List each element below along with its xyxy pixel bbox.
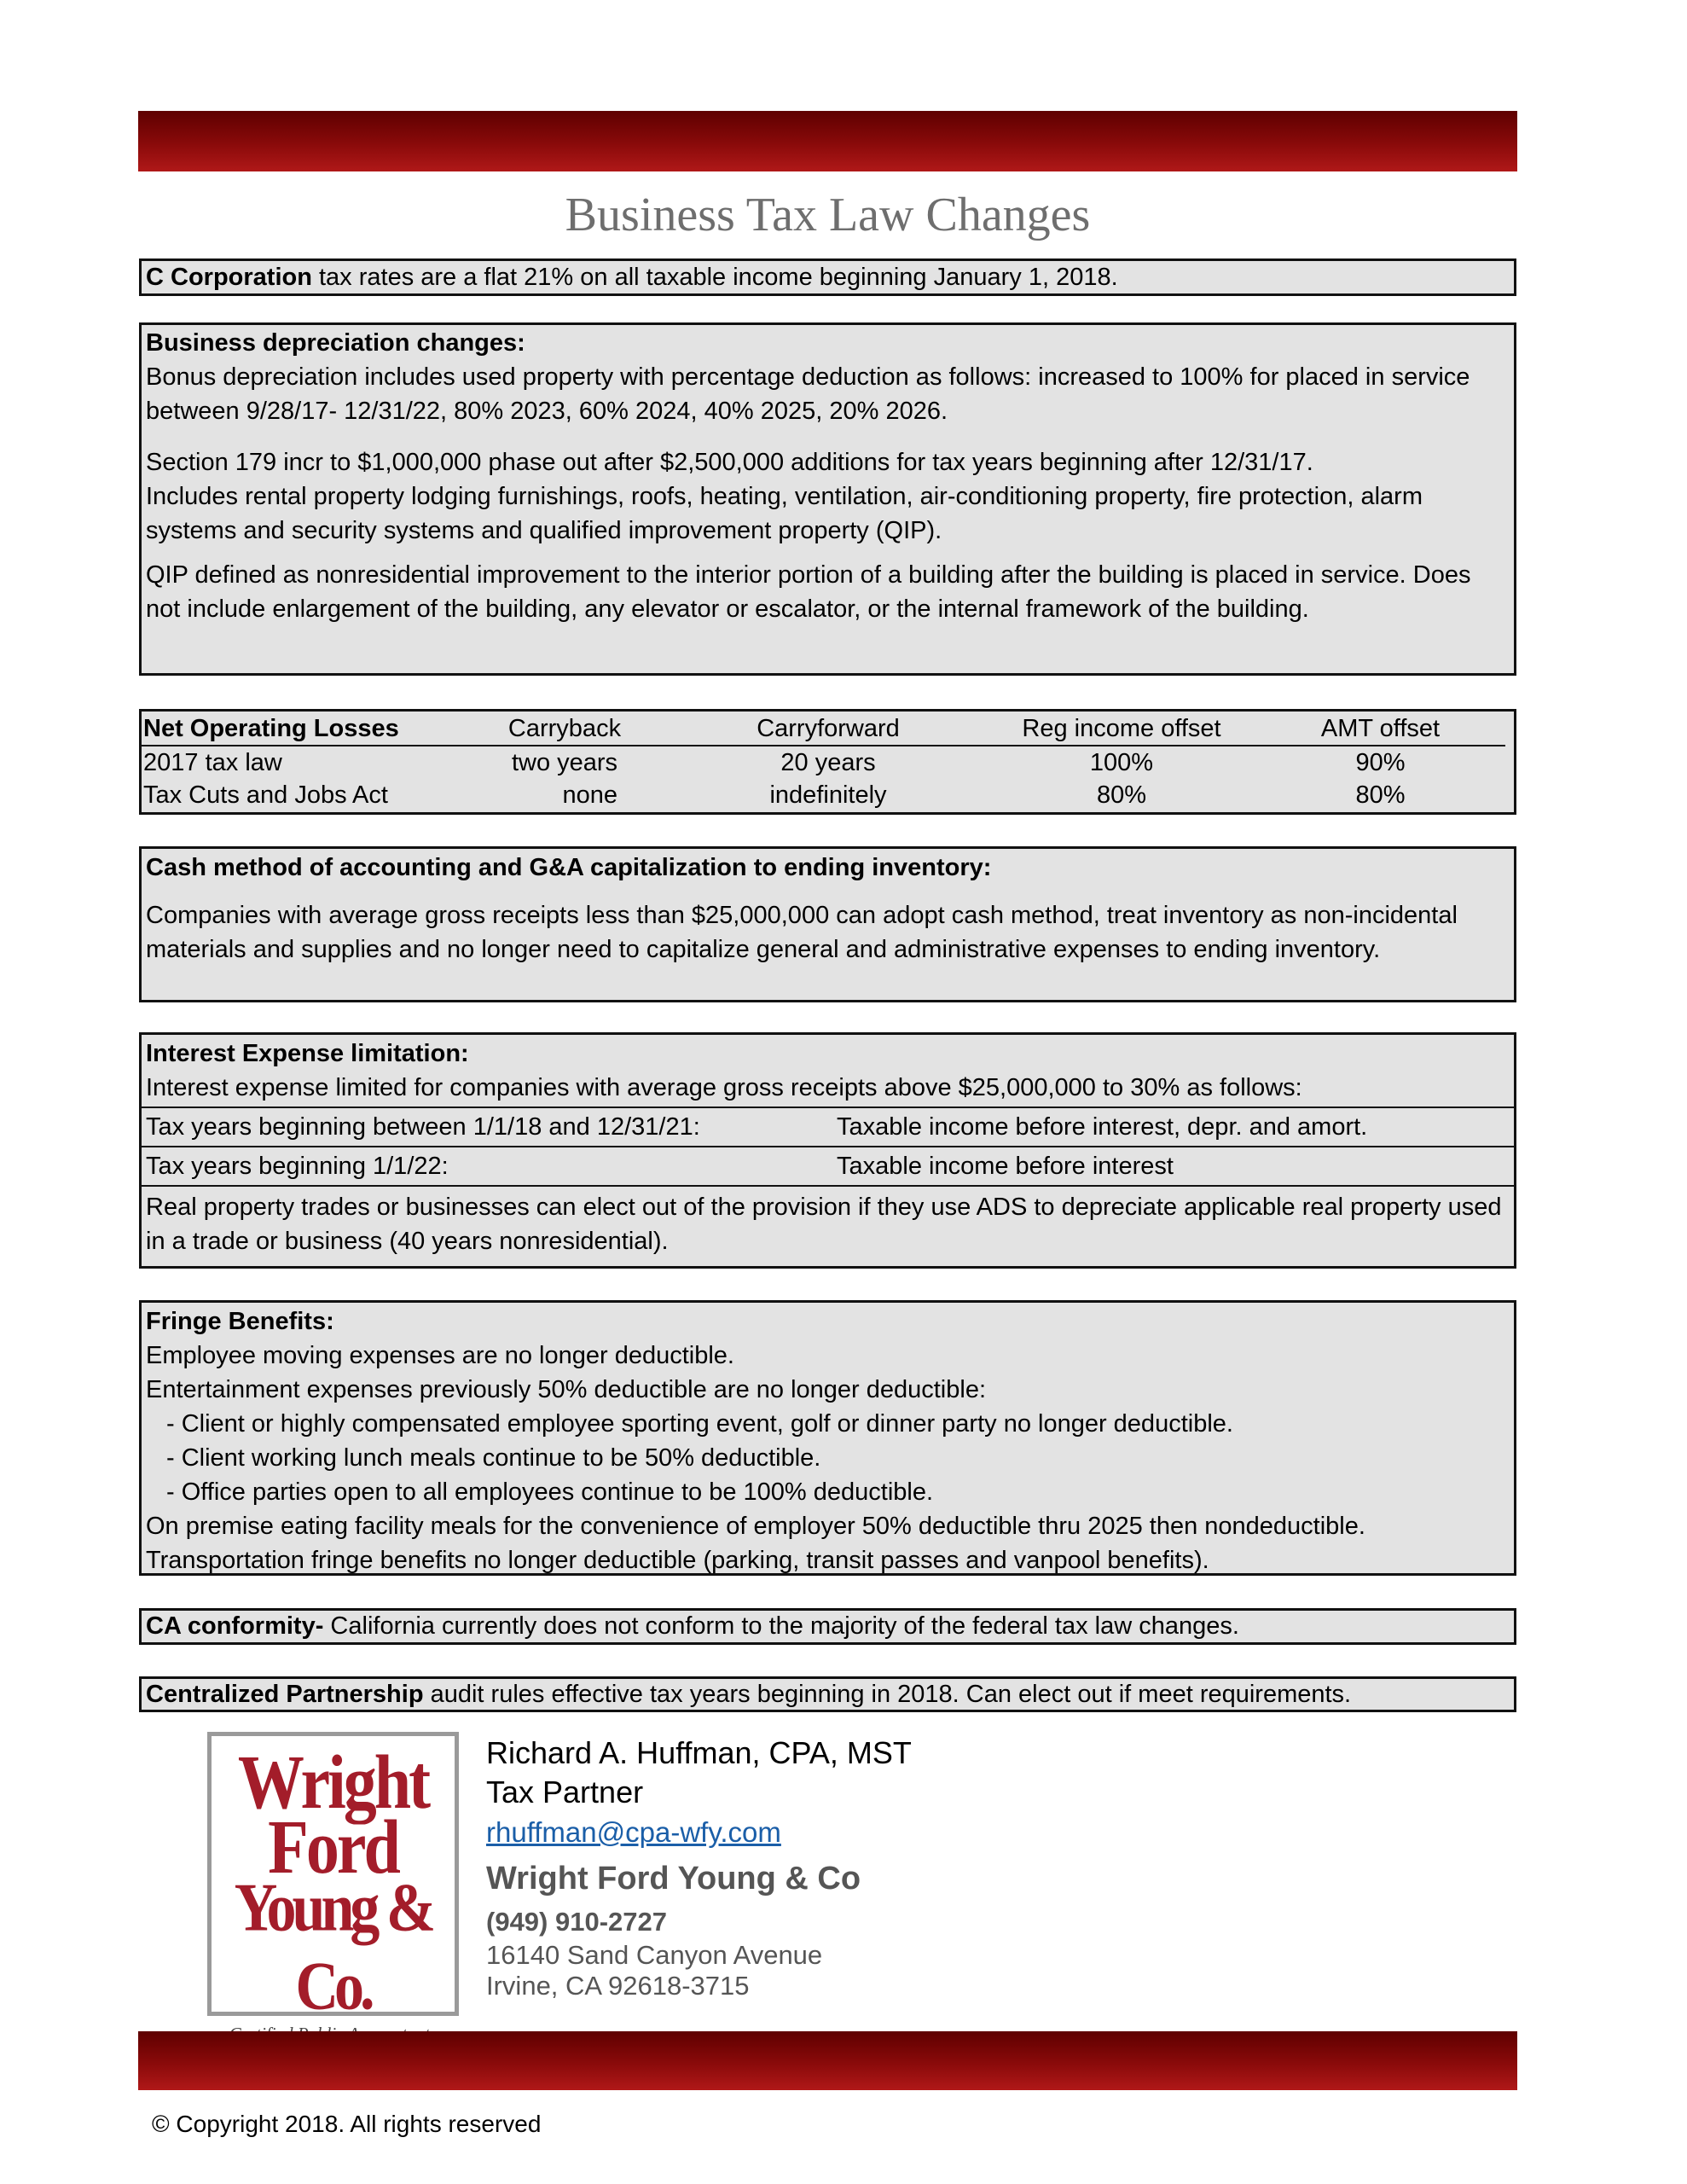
nol-row <box>142 779 1505 811</box>
nol-cell: 20 years <box>780 749 876 776</box>
partnership-box <box>139 1676 1516 1712</box>
depreciation-heading: Business depreciation changes: <box>146 329 525 357</box>
logo-line: Wright <box>237 1739 429 1825</box>
top-banner <box>138 111 1517 171</box>
interest-row-period: Tax years beginning 1/1/22: <box>146 1153 449 1180</box>
cash-method-box <box>139 846 1516 1002</box>
nol-header-row <box>142 712 1505 746</box>
copyright: © Copyright 2018. All rights reserved <box>152 2111 542 2137</box>
c-corporation-text: tax rates are a flat 21% on all taxable income beginning January 1, 2018. <box>311 264 1118 291</box>
ca-conformity-lead: CA conformity- <box>146 1612 324 1640</box>
c-corporation-lead: C Corporation <box>146 264 312 291</box>
fringe-line: Entertainment expenses previously 50% deductible are no longer deductible: <box>146 1376 987 1403</box>
fringe-line: - Office parties open to all employees continue to be 100% deductible. <box>166 1478 934 1506</box>
nol-cell: none <box>562 781 617 809</box>
nol-cell: 80% <box>1096 781 1147 809</box>
interest-row-basis: Taxable income before interest, depr. and amort. <box>837 1113 1368 1141</box>
contact-role: Tax Partner <box>486 1774 644 1809</box>
logo-line: Ford <box>268 1804 398 1890</box>
nol-cell: 80% <box>1355 781 1406 809</box>
logo-line: Young & Co. <box>234 1870 432 2024</box>
depreciation-bonus-text: Bonus depreciation includes used property with percentage deduction as follows: increased to 100% for placed in service between 9/28/17- 12/31/22, 80% 2023, 60% 2024, 40% 2025, 20% 2026. <box>146 363 1470 425</box>
depreciation-section179-text: Section 179 incr to $1,000,000 phase out after $2,500,000 additions for tax years beginning after 12/31/17. <box>146 449 1313 476</box>
fringe-line: On premise eating facility meals for the convenience of employer 50% deductible thru 2025 then nondeductible. <box>146 1513 1365 1540</box>
nol-header-cell: Carryback <box>461 712 669 746</box>
nol-header-cell: Reg income offset <box>988 712 1255 746</box>
contact-firm: Wright Ford Young & Co <box>486 1861 861 1896</box>
contact-phone: (949) 910-2727 <box>486 1907 667 1937</box>
nol-header-cell: Net Operating Losses <box>142 712 461 746</box>
nol-box <box>139 709 1516 815</box>
contact-email-link[interactable]: rhuffman@cpa-wfy.com <box>486 1816 781 1848</box>
interest-intro: Interest expense limited for companies with average gross receipts above $25,000,000 to 30% as follows: <box>146 1074 1302 1101</box>
fringe-line: Employee moving expenses are no longer deductible. <box>146 1342 734 1369</box>
partnership-text: audit rules effective tax years beginning in 2018. Can elect out if meet requirements. <box>423 1681 1352 1708</box>
ca-conformity-box <box>139 1608 1516 1645</box>
contact-block <box>486 1734 912 2001</box>
ca-conformity-text: California currently does not conform to the majority of the federal tax law changes. <box>323 1612 1239 1640</box>
contact-address: Irvine, CA 92618-3715 <box>486 1971 750 2001</box>
nol-cell: indefinitely <box>769 781 887 809</box>
page-title: Business Tax Law Changes <box>565 189 1091 241</box>
fringe-line: - Client or highly compensated employee sporting event, golf or dinner party no longer deductible. <box>166 1410 1233 1438</box>
nol-header-cell: Carryforward <box>669 712 988 746</box>
cash-method-heading: Cash method of accounting and G&A capitalization to ending inventory: <box>146 854 992 881</box>
bottom-banner <box>138 2031 1517 2090</box>
fringe-benefits-box <box>139 1300 1516 1576</box>
nol-cell: 100% <box>1089 749 1154 776</box>
nol-header-cell: AMT offset <box>1255 712 1505 746</box>
fringe-line: - Client working lunch meals continue to be 50% deductible. <box>166 1444 821 1472</box>
nol-cell: Tax Cuts and Jobs Act <box>143 781 388 809</box>
interest-row <box>142 1146 1514 1185</box>
contact-name: Richard A. Huffman, CPA, MST <box>486 1735 912 1770</box>
interest-row-basis: Taxable income before interest <box>837 1153 1174 1180</box>
firm-logo <box>207 1732 459 2024</box>
nol-table <box>142 712 1505 811</box>
cash-method-text: Companies with average gross receipts less than $25,000,000 can adopt cash method, treat inventory as non-incidental materials and supplies and no longer need to capitalize general and administrative expenses to ending inventory. <box>146 902 1458 963</box>
interest-footer-text: Real property trades or businesses can elect out of the provision if they use ADS to depreciate applicable real property used in a trade or business (40 years nonresidential). <box>146 1194 1502 1255</box>
contact-address: 16140 Sand Canyon Avenue <box>486 1940 823 1970</box>
interest-row <box>142 1107 1514 1146</box>
fringe-line: Transportation fringe benefits no longer deductible (parking, transit passes and vanpool benefits). <box>146 1547 1209 1574</box>
depreciation-box <box>139 322 1516 676</box>
interest-heading: Interest Expense limitation: <box>146 1040 469 1067</box>
interest-box <box>139 1032 1516 1269</box>
nol-cell: 90% <box>1355 749 1406 776</box>
nol-cell: two years <box>511 749 618 776</box>
nol-cell: 2017 tax law <box>143 749 282 776</box>
partnership-lead: Centralized Partnership <box>146 1681 424 1708</box>
fringe-heading: Fringe Benefits: <box>146 1308 334 1335</box>
interest-row-period: Tax years beginning between 1/1/18 and 12/31/21: <box>146 1113 700 1141</box>
depreciation-qip-text: QIP defined as nonresidential improvement to the interior portion of a building after the building is placed in service. Does not include enlargement of the building, any elevator or escalator, or the internal framework of the building. <box>146 561 1471 623</box>
c-corporation-box <box>139 258 1516 296</box>
depreciation-rental-text: Includes rental property lodging furnishings, roofs, heating, ventilation, air-conditioning property, fire protection, alarm systems and security systems and qualified improvement property (QIP). <box>146 483 1423 544</box>
nol-row <box>142 746 1505 779</box>
interest-footer <box>142 1185 1514 1258</box>
